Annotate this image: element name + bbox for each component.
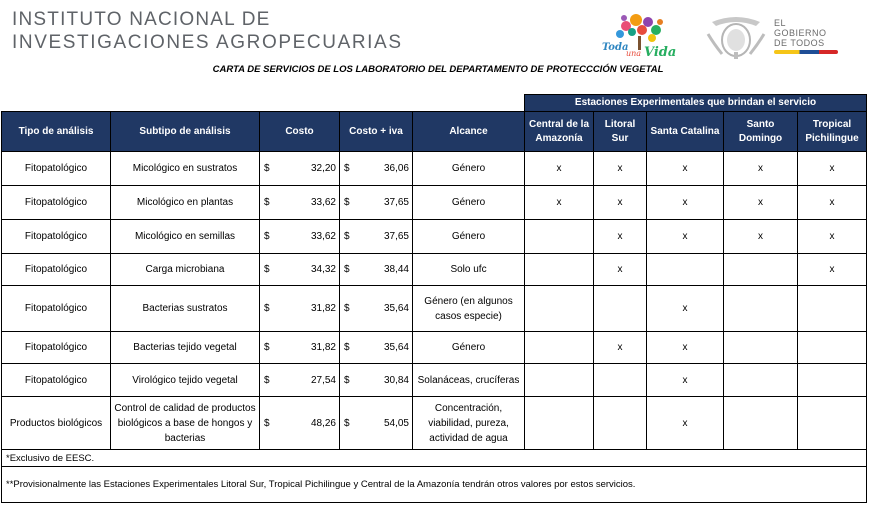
cell-station-tropical-pichilingue: x bbox=[798, 254, 867, 286]
cell-station-santa-catalina: x bbox=[647, 152, 724, 186]
cell-station-litoral-sur: x bbox=[594, 220, 647, 254]
cell-subtipo: Micológico en sustratos bbox=[111, 152, 260, 186]
cell-station-tropical-pichilingue: x bbox=[798, 220, 867, 254]
currency-symbol: $ bbox=[344, 374, 350, 386]
cell-station-litoral-sur: x bbox=[594, 152, 647, 186]
col-header-santa-catalina: Santa Catalina bbox=[647, 112, 724, 152]
cell-alcance: Género bbox=[413, 332, 525, 364]
currency-symbol: $ bbox=[344, 264, 350, 275]
cell-costo-iva bbox=[340, 364, 413, 397]
note-row-2 bbox=[2, 467, 867, 503]
col-header-costo-iva: Costo + iva bbox=[340, 112, 413, 152]
cell-tipo: Fitopatológico bbox=[2, 364, 111, 397]
cell-station-tropical-pichilingue: x bbox=[798, 152, 867, 186]
currency-symbol: $ bbox=[264, 374, 270, 386]
cell-costo-iva bbox=[340, 186, 413, 220]
gobierno-logo bbox=[704, 14, 844, 60]
currency-symbol: $ bbox=[264, 417, 270, 429]
institute-name-line1: INSTITUTO NACIONAL DE bbox=[12, 9, 271, 30]
cell-station-central-amazonia bbox=[525, 254, 594, 286]
cell-costo-iva bbox=[340, 152, 413, 186]
cell-station-central-amazonia bbox=[525, 220, 594, 254]
cell-costo bbox=[260, 332, 340, 364]
cell-station-santa-catalina: x bbox=[647, 220, 724, 254]
table-row bbox=[2, 254, 867, 286]
cell-subtipo: Control de calidad de productos biológicos a base de hongos y bacterias bbox=[111, 397, 260, 450]
table-header-row bbox=[2, 112, 867, 152]
table-row bbox=[2, 364, 867, 397]
cell-subtipo: Bacterias tejido vegetal bbox=[111, 332, 260, 364]
cell-station-central-amazonia: x bbox=[525, 152, 594, 186]
logo-vida-word3: Vida bbox=[644, 45, 677, 60]
price-value: 37,65 bbox=[383, 197, 409, 208]
cell-alcance: Concentración, viabilidad, pureza, actividad de agua bbox=[413, 397, 525, 450]
institute-name-line2: INVESTIGACIONES AGROPECUARIAS bbox=[12, 32, 403, 53]
currency-symbol: $ bbox=[344, 417, 350, 429]
cell-station-litoral-sur: x bbox=[594, 254, 647, 286]
price-value: 35,64 bbox=[383, 342, 409, 353]
price-value: 33,62 bbox=[310, 231, 336, 242]
cell-station-litoral-sur: x bbox=[594, 332, 647, 364]
price-value: 33,62 bbox=[310, 197, 336, 208]
note-exclusive: *Exclusivo de EESC. bbox=[2, 450, 867, 467]
cell-subtipo: Bacterias sustratos bbox=[111, 286, 260, 332]
price-value: 34,32 bbox=[310, 264, 336, 275]
currency-symbol: $ bbox=[344, 303, 350, 314]
cell-costo bbox=[260, 397, 340, 450]
table-row bbox=[2, 152, 867, 186]
col-header-alcance: Alcance bbox=[413, 112, 525, 152]
logo-vida-word2: una bbox=[626, 49, 642, 58]
toda-una-vida-logo bbox=[596, 10, 682, 62]
cell-station-central-amazonia bbox=[525, 397, 594, 450]
cell-station-tropical-pichilingue: x bbox=[798, 186, 867, 220]
cell-alcance: Género (en algunos casos especie) bbox=[413, 286, 525, 332]
cell-costo bbox=[260, 254, 340, 286]
cell-station-litoral-sur: x bbox=[594, 186, 647, 220]
cell-costo bbox=[260, 286, 340, 332]
document-title: CARTA DE SERVICIOS DE LOS LABORATORIO DEL DEPARTAMENTO DE PROTECCCIÓN VEGETAL bbox=[212, 64, 664, 75]
cell-costo bbox=[260, 220, 340, 254]
table-body bbox=[2, 152, 867, 450]
currency-symbol: $ bbox=[344, 342, 350, 353]
price-value: 48,26 bbox=[310, 417, 336, 429]
cell-costo-iva bbox=[340, 220, 413, 254]
gob-line2: GOBIERNO bbox=[774, 28, 827, 38]
cell-station-santo-domingo bbox=[724, 364, 798, 397]
table-row bbox=[2, 186, 867, 220]
currency-symbol: $ bbox=[344, 197, 350, 208]
cell-tipo: Fitopatológico bbox=[2, 152, 111, 186]
col-header-tropical-pichilingue: Tropical Pichilingue bbox=[798, 112, 867, 152]
note-provisional: **Provisionalmente las Estaciones Experimentales Litoral Sur, Tropical Pichilingue y Central de la Amazonía tendrán otros valores por estos servicios. bbox=[2, 467, 867, 503]
cell-costo bbox=[260, 364, 340, 397]
services-table bbox=[1, 94, 867, 503]
currency-symbol: $ bbox=[264, 197, 270, 208]
flag-stripe bbox=[774, 50, 838, 54]
gobierno-text bbox=[774, 18, 827, 48]
gob-line1: EL bbox=[774, 18, 787, 28]
cell-alcance: Género bbox=[413, 220, 525, 254]
cell-station-santo-domingo bbox=[724, 286, 798, 332]
cell-costo bbox=[260, 186, 340, 220]
cell-station-santo-domingo: x bbox=[724, 220, 798, 254]
cell-station-tropical-pichilingue bbox=[798, 286, 867, 332]
cell-subtipo: Micológico en plantas bbox=[111, 186, 260, 220]
cell-tipo: Fitopatológico bbox=[2, 220, 111, 254]
currency-symbol: $ bbox=[264, 231, 270, 242]
cell-station-central-amazonia bbox=[525, 364, 594, 397]
price-value: 31,82 bbox=[310, 303, 336, 314]
cell-subtipo: Carga microbiana bbox=[111, 254, 260, 286]
currency-symbol: $ bbox=[264, 342, 270, 353]
cell-costo-iva bbox=[340, 332, 413, 364]
currency-symbol: $ bbox=[264, 264, 270, 275]
price-value: 38,44 bbox=[383, 264, 409, 275]
table-row bbox=[2, 397, 867, 450]
cell-station-central-amazonia: x bbox=[525, 186, 594, 220]
cell-station-santa-catalina bbox=[647, 254, 724, 286]
col-header-central-amazonia: Central de la Amazonía bbox=[525, 112, 594, 152]
currency-symbol: $ bbox=[264, 163, 270, 174]
cell-alcance: Género bbox=[413, 152, 525, 186]
cell-costo-iva bbox=[340, 397, 413, 450]
cell-station-litoral-sur bbox=[594, 364, 647, 397]
cell-station-tropical-pichilingue bbox=[798, 364, 867, 397]
cell-station-santo-domingo: x bbox=[724, 186, 798, 220]
price-value: 54,05 bbox=[383, 417, 409, 429]
cell-alcance: Solo ufc bbox=[413, 254, 525, 286]
institute-logo-text bbox=[12, 10, 403, 52]
cell-station-santo-domingo: x bbox=[724, 152, 798, 186]
cell-tipo: Fitopatológico bbox=[2, 186, 111, 220]
price-value: 32,20 bbox=[310, 163, 336, 174]
currency-symbol: $ bbox=[344, 231, 350, 242]
cell-station-santo-domingo bbox=[724, 397, 798, 450]
cell-station-tropical-pichilingue bbox=[798, 332, 867, 364]
cell-costo bbox=[260, 152, 340, 186]
cell-subtipo: Micológico en semillas bbox=[111, 220, 260, 254]
price-value: 37,65 bbox=[383, 231, 409, 242]
cell-station-santa-catalina: x bbox=[647, 286, 724, 332]
gob-line3: DE TODOS bbox=[774, 38, 825, 48]
price-value: 35,64 bbox=[383, 303, 409, 314]
cell-tipo: Fitopatológico bbox=[2, 254, 111, 286]
table-row bbox=[2, 286, 867, 332]
col-header-subtipo: Subtipo de análisis bbox=[111, 112, 260, 152]
cell-station-santa-catalina: x bbox=[647, 364, 724, 397]
col-header-litoral-sur: Litoral Sur bbox=[594, 112, 647, 152]
table-row bbox=[2, 220, 867, 254]
price-value: 36,06 bbox=[383, 163, 409, 174]
col-header-costo: Costo bbox=[260, 112, 340, 152]
logo-vida-word1: Toda bbox=[602, 42, 629, 53]
stations-group-header: Estaciones Experimentales que brindan el servicio bbox=[525, 95, 867, 112]
note-row-1 bbox=[2, 450, 867, 467]
cell-station-central-amazonia bbox=[525, 286, 594, 332]
cell-costo-iva bbox=[340, 254, 413, 286]
cell-station-santa-catalina: x bbox=[647, 186, 724, 220]
cell-station-santa-catalina: x bbox=[647, 397, 724, 450]
ecuador-seal-icon bbox=[704, 14, 768, 60]
cell-station-santa-catalina: x bbox=[647, 332, 724, 364]
cell-alcance: Género bbox=[413, 186, 525, 220]
price-value: 27,54 bbox=[310, 374, 336, 386]
cell-alcance: Solanáceas, crucíferas bbox=[413, 364, 525, 397]
cell-station-central-amazonia bbox=[525, 332, 594, 364]
cell-tipo: Fitopatológico bbox=[2, 332, 111, 364]
cell-tipo: Fitopatológico bbox=[2, 286, 111, 332]
col-header-santo-domingo: Santo Domingo bbox=[724, 112, 798, 152]
currency-symbol: $ bbox=[344, 163, 350, 174]
price-value: 30,84 bbox=[383, 374, 409, 386]
col-header-tipo: Tipo de análisis bbox=[2, 112, 111, 152]
table-row bbox=[2, 332, 867, 364]
table-group-header-row bbox=[2, 95, 867, 112]
cell-station-litoral-sur bbox=[594, 397, 647, 450]
cell-station-litoral-sur bbox=[594, 286, 647, 332]
cell-station-santo-domingo bbox=[724, 332, 798, 364]
page-header bbox=[0, 0, 876, 70]
cell-station-santo-domingo bbox=[724, 254, 798, 286]
currency-symbol: $ bbox=[264, 303, 270, 314]
cell-subtipo: Virológico tejido vegetal bbox=[111, 364, 260, 397]
price-value: 31,82 bbox=[310, 342, 336, 353]
cell-station-tropical-pichilingue bbox=[798, 397, 867, 450]
cell-tipo: Productos biológicos bbox=[2, 397, 111, 450]
cell-costo-iva bbox=[340, 286, 413, 332]
